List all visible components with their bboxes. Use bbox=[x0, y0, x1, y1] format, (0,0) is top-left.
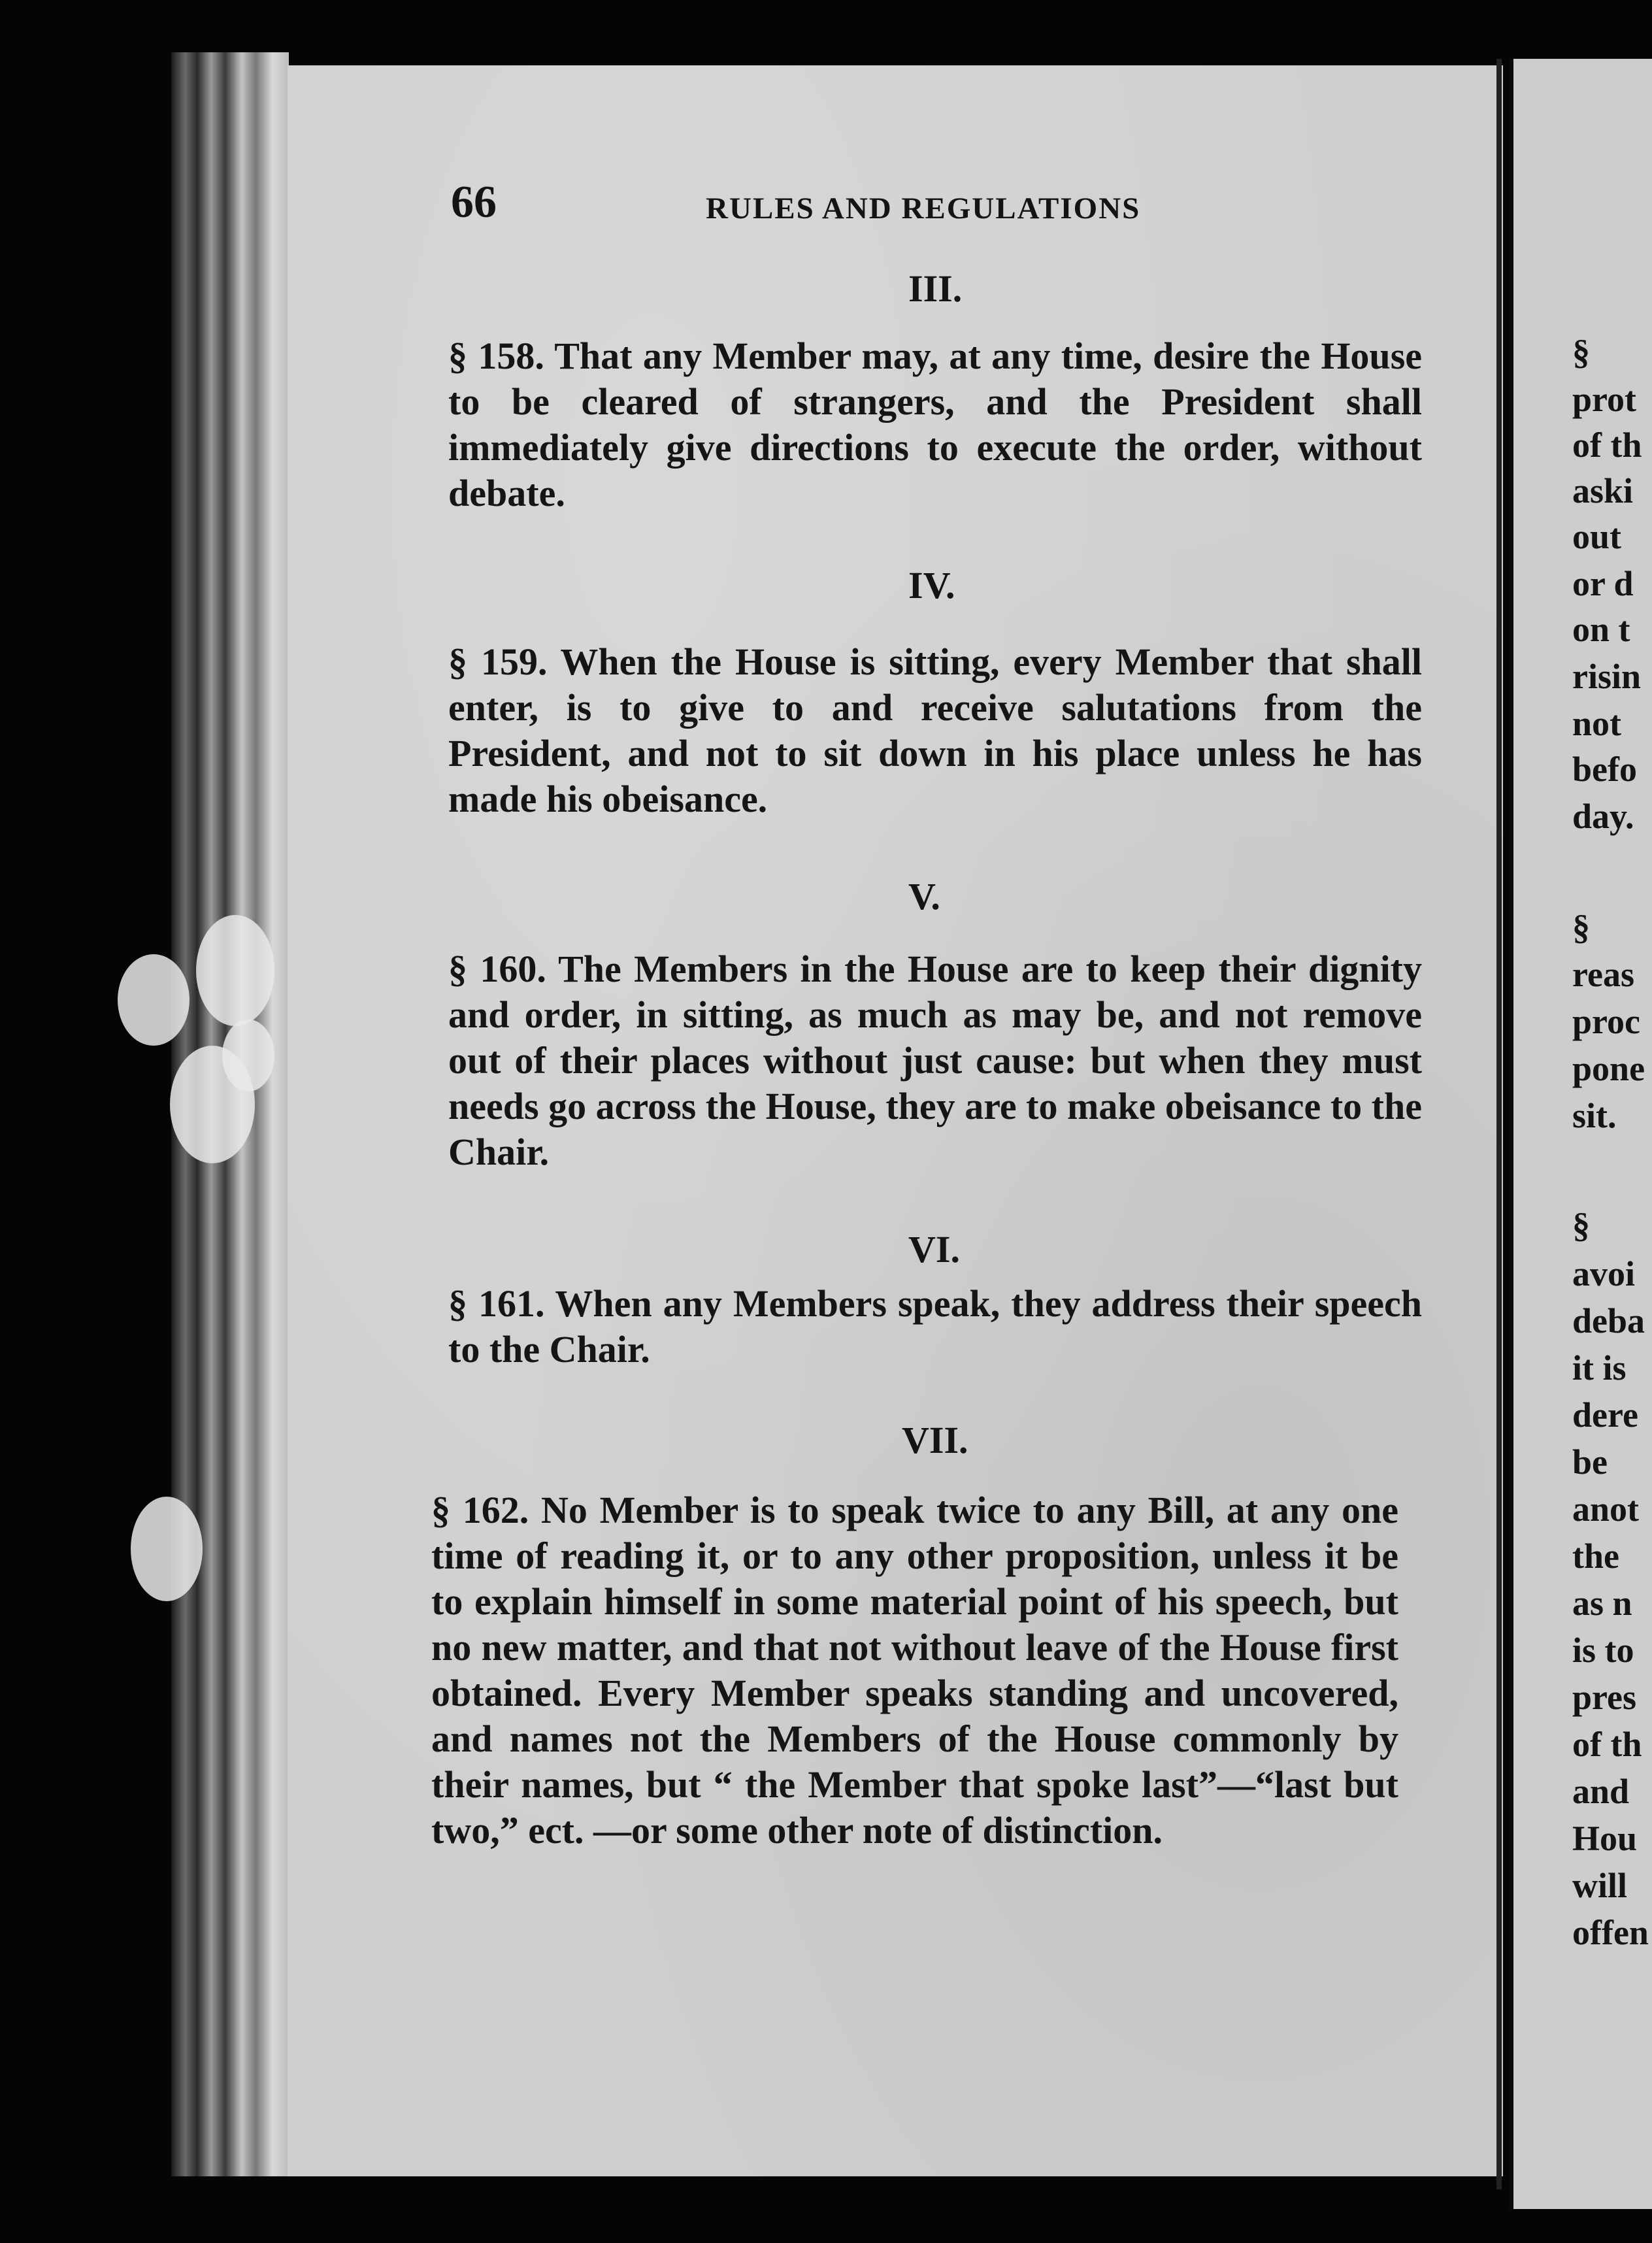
facing-line: pres bbox=[1572, 1678, 1637, 1717]
facing-line: on t bbox=[1572, 610, 1630, 649]
facing-line: § bbox=[1572, 908, 1590, 947]
facing-line: be bbox=[1572, 1442, 1608, 1482]
facing-line: as n bbox=[1572, 1584, 1632, 1623]
paragraph-160 bbox=[448, 946, 1422, 1175]
section-heading-vi: VI. bbox=[908, 1228, 960, 1271]
paragraph-text: That any Member may, at any time, desire the House to be cleared of strangers, and the President shall immediately give directions to execute the order, without debate. bbox=[448, 335, 1423, 514]
facing-line: risin bbox=[1572, 657, 1642, 696]
facing-line: aski bbox=[1572, 471, 1634, 510]
facing-line: is to bbox=[1572, 1631, 1634, 1670]
paragraph-text: When the House is sitting, every Member that shall enter, is to give to and receive salutations from the President, and not to sit down in his place unless he has made his obeisance. bbox=[448, 640, 1423, 820]
facing-line: day. bbox=[1572, 797, 1634, 836]
facing-line: Hou bbox=[1572, 1819, 1638, 1858]
stain-mark bbox=[196, 915, 274, 1026]
paragraph-text: The Members in the House are to keep their dignity and order, in sitting, as much as may be, and not remove out of their places without just cause: but when they must needs go across the House, they are to make obeisance to the Chair. bbox=[448, 948, 1422, 1173]
facing-line: offen bbox=[1572, 1913, 1649, 1952]
stain-mark bbox=[222, 1020, 274, 1091]
section-heading-iv: IV. bbox=[908, 564, 955, 606]
gutter-shadow bbox=[1496, 59, 1502, 2189]
facing-line: will bbox=[1572, 1866, 1628, 1905]
facing-line: of th bbox=[1572, 425, 1642, 465]
paragraph-158 bbox=[448, 333, 1422, 516]
page-number: 66 bbox=[451, 177, 497, 227]
section-heading-iii: III. bbox=[908, 267, 963, 310]
paragraph-162 bbox=[431, 1487, 1398, 1853]
section-number: § 159. bbox=[448, 640, 548, 683]
paragraph-159 bbox=[448, 639, 1422, 822]
running-head: RULES AND REGULATIONS bbox=[706, 191, 1141, 225]
paragraph-text: When any Members speak, they address their speech to the Chair. bbox=[448, 1282, 1423, 1371]
section-heading-vii: VII. bbox=[902, 1419, 968, 1461]
paragraph-text: No Member is to speak twice to any Bill, at any one time of reading it, or to any other proposition, unless it be to explain himself in some material point of his speech, but no new matter, and that not without leave of the House first obtained. Every Member speaks standing and uncovered, and names not the Members of the House commonly by their names, but “ the Member that spoke last”—“last but two,” ect. —or some other note of distinction. bbox=[431, 1489, 1399, 1852]
facing-line: avoi bbox=[1572, 1254, 1636, 1293]
facing-line: deba bbox=[1572, 1301, 1645, 1340]
facing-page-edge bbox=[1510, 59, 1513, 2209]
stain-mark bbox=[131, 1497, 203, 1601]
facing-line: it is bbox=[1572, 1348, 1627, 1387]
facing-line: not bbox=[1572, 704, 1622, 743]
section-heading-v: V. bbox=[908, 875, 940, 918]
facing-line: sit. bbox=[1572, 1096, 1617, 1135]
section-number: § 162. bbox=[431, 1489, 529, 1531]
facing-line: prot bbox=[1572, 380, 1637, 419]
facing-line: pone bbox=[1572, 1049, 1645, 1088]
facing-line: of th bbox=[1572, 1725, 1642, 1764]
facing-line: § bbox=[1572, 1206, 1590, 1245]
facing-line: befo bbox=[1572, 750, 1637, 789]
paragraph-161 bbox=[448, 1281, 1422, 1372]
stain-mark bbox=[118, 954, 190, 1046]
facing-line: dere bbox=[1572, 1395, 1638, 1435]
section-number: § 158. bbox=[448, 335, 544, 377]
facing-line: or d bbox=[1572, 564, 1634, 603]
facing-line: out bbox=[1572, 517, 1622, 556]
facing-line: § bbox=[1572, 333, 1590, 372]
facing-line: proc bbox=[1572, 1002, 1640, 1041]
facing-line: the bbox=[1572, 1537, 1619, 1576]
section-number: § 160. bbox=[448, 948, 546, 990]
facing-line: reas bbox=[1572, 955, 1634, 994]
facing-line: and bbox=[1572, 1772, 1630, 1811]
section-number: § 161. bbox=[448, 1282, 545, 1325]
facing-line: anot bbox=[1572, 1489, 1640, 1529]
